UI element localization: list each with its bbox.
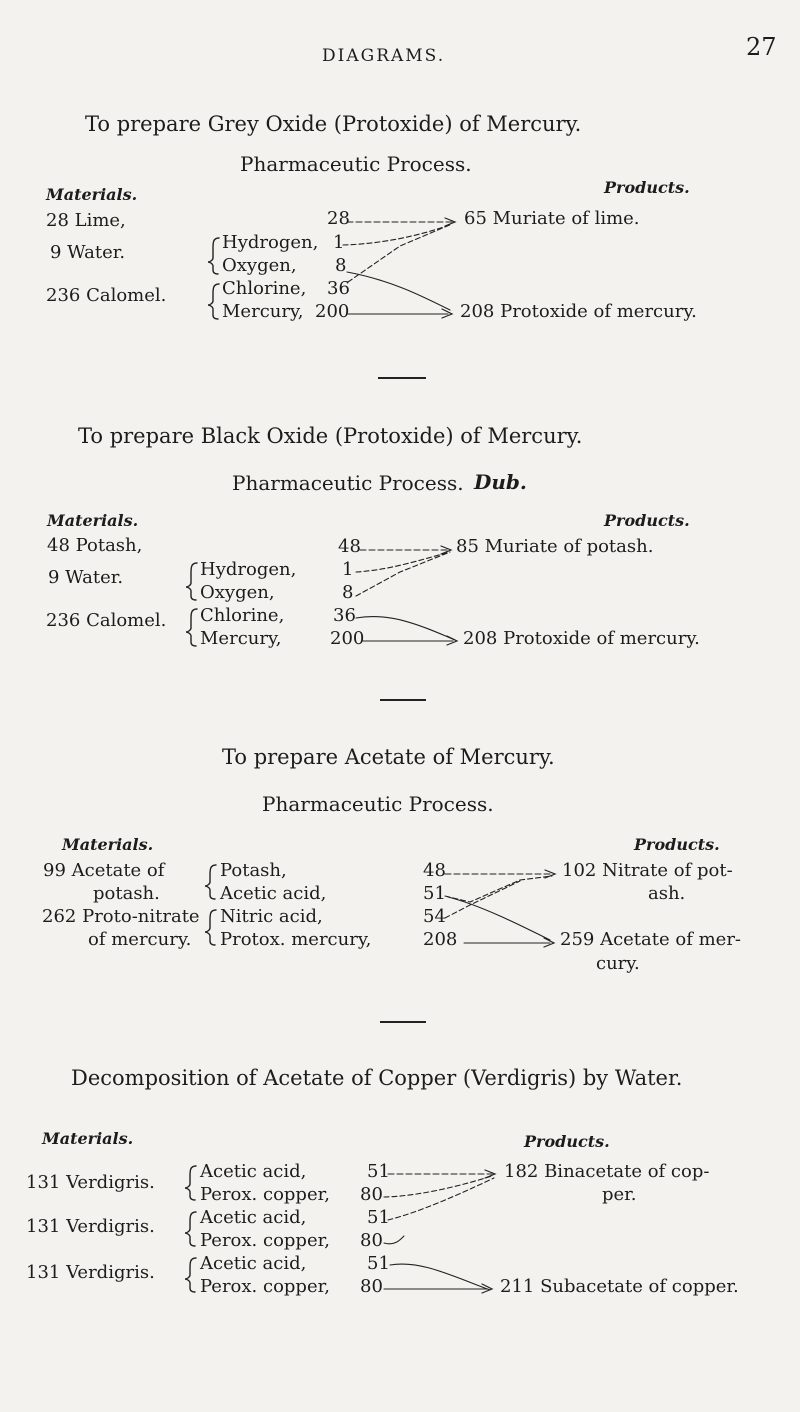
process-author: Dub.: [474, 470, 527, 494]
product: 208 Protoxide of mercury.: [463, 628, 700, 649]
material: 28 Lime,: [46, 210, 126, 231]
leader-line: [356, 552, 450, 596]
component: Perox. copper,: [200, 1276, 330, 1297]
quantity: 28: [327, 208, 350, 229]
quantity: 200: [315, 301, 350, 322]
materials-label: Materials.: [42, 1129, 134, 1148]
component: Acetic acid,: [200, 1253, 307, 1274]
product: 259 Acetate of mer-: [560, 929, 742, 950]
brace: [185, 1166, 196, 1200]
leader-line: [390, 1264, 490, 1290]
material: 236 Calomel.: [46, 610, 167, 631]
component: Mercury,: [200, 628, 282, 649]
quantity: 80: [360, 1276, 383, 1297]
quantity: 51: [367, 1253, 390, 1274]
quantity: 51: [367, 1161, 390, 1182]
quantity: 48: [338, 536, 361, 557]
product: per.: [602, 1184, 637, 1205]
products-label: Products.: [634, 835, 720, 854]
component: Nitric acid,: [220, 906, 323, 927]
leader-line: [343, 224, 452, 245]
brace: [185, 1212, 196, 1246]
material: 99 Acetate of: [43, 860, 165, 881]
component: Oxygen,: [200, 582, 275, 603]
brace: [186, 609, 197, 646]
materials-label: Materials.: [46, 185, 138, 204]
quantity: 200: [330, 628, 365, 649]
component: Hydrogen,: [222, 232, 319, 253]
leader-line: [388, 1178, 494, 1220]
quantity: 36: [327, 278, 350, 299]
leader-line: [448, 897, 550, 940]
quantity: 80: [360, 1230, 383, 1251]
product: 182 Binacetate of cop-: [504, 1161, 710, 1182]
component: Mercury,: [222, 301, 304, 322]
diagram-title: To prepare Acetate of Mercury.: [222, 745, 555, 769]
component: Oxygen,: [222, 255, 297, 276]
brace: [185, 1258, 196, 1292]
diagram-title: Decomposition of Acetate of Copper (Verdigris) by Water.: [71, 1066, 683, 1090]
brace: [208, 238, 219, 274]
process-label: Pharmaceutic Process.: [232, 471, 464, 495]
products-label: Products.: [604, 178, 690, 197]
quantity: 48: [423, 860, 446, 881]
diagram-title: To prepare Black Oxide (Protoxide) of Mercury.: [78, 424, 583, 448]
component: Chlorine,: [222, 278, 307, 299]
component: Hydrogen,: [200, 559, 297, 580]
material: 9 Water.: [50, 242, 126, 263]
quantity: 36: [333, 605, 356, 626]
brace: [205, 865, 216, 899]
product: 102 Nitrate of pot-: [562, 860, 733, 881]
process-label: Pharmaceutic Process.: [240, 152, 472, 176]
quantity: 51: [367, 1207, 390, 1228]
component: Chlorine,: [200, 605, 285, 626]
product: cury.: [596, 953, 640, 974]
product: 208 Protoxide of mercury.: [460, 301, 697, 322]
leader-line: [347, 272, 450, 310]
diagram-title: To prepare Grey Oxide (Protoxide) of Mercury.: [85, 112, 582, 136]
materials-label: Materials.: [47, 511, 139, 530]
leader-line: [356, 552, 450, 572]
material: 131 Verdigris.: [26, 1262, 155, 1283]
component: Potash,: [220, 860, 287, 881]
quantity: 8: [335, 255, 347, 276]
materials-label: Materials.: [62, 835, 154, 854]
products-label: Products.: [524, 1132, 610, 1151]
leader-line: [445, 876, 552, 902]
product: 211 Subacetate of copper.: [500, 1276, 739, 1297]
page-number: 27: [746, 33, 777, 61]
leader-line: [384, 1176, 492, 1197]
material: 48 Potash,: [47, 535, 143, 556]
component: Perox. copper,: [200, 1230, 330, 1251]
material: 9 Water.: [48, 567, 124, 588]
brace: [208, 284, 219, 319]
quantity: 51: [423, 883, 446, 904]
material: 262 Proto-nitrate: [42, 906, 200, 927]
component: Perox. copper,: [200, 1184, 330, 1205]
brace: [186, 563, 197, 600]
leader-line: [348, 224, 452, 282]
running-title: DIAGRAMS.: [322, 46, 446, 66]
quantity: 80: [360, 1184, 383, 1205]
quantity: 1: [342, 559, 354, 580]
process-label: Pharmaceutic Process.: [262, 792, 494, 816]
product: 65 Muriate of lime.: [464, 208, 640, 229]
component: Acetic acid,: [220, 883, 327, 904]
quantity: 1: [333, 232, 345, 253]
material: 131 Verdigris.: [26, 1172, 155, 1193]
material: 131 Verdigris.: [26, 1216, 155, 1237]
quantity: 208: [423, 929, 458, 950]
material: potash.: [93, 883, 160, 904]
leader-line: [384, 1236, 404, 1244]
brace: [205, 910, 216, 945]
component: Protox. mercury,: [220, 929, 372, 950]
material: 236 Calomel.: [46, 285, 167, 306]
product: ash.: [648, 883, 686, 904]
component: Acetic acid,: [200, 1207, 307, 1228]
quantity: 54: [423, 906, 446, 927]
component: Acetic acid,: [200, 1161, 307, 1182]
leader-line: [356, 617, 455, 640]
products-label: Products.: [604, 511, 690, 530]
product: 85 Muriate of potash.: [456, 536, 654, 557]
quantity: 8: [342, 582, 354, 603]
material: of mercury.: [88, 929, 192, 950]
